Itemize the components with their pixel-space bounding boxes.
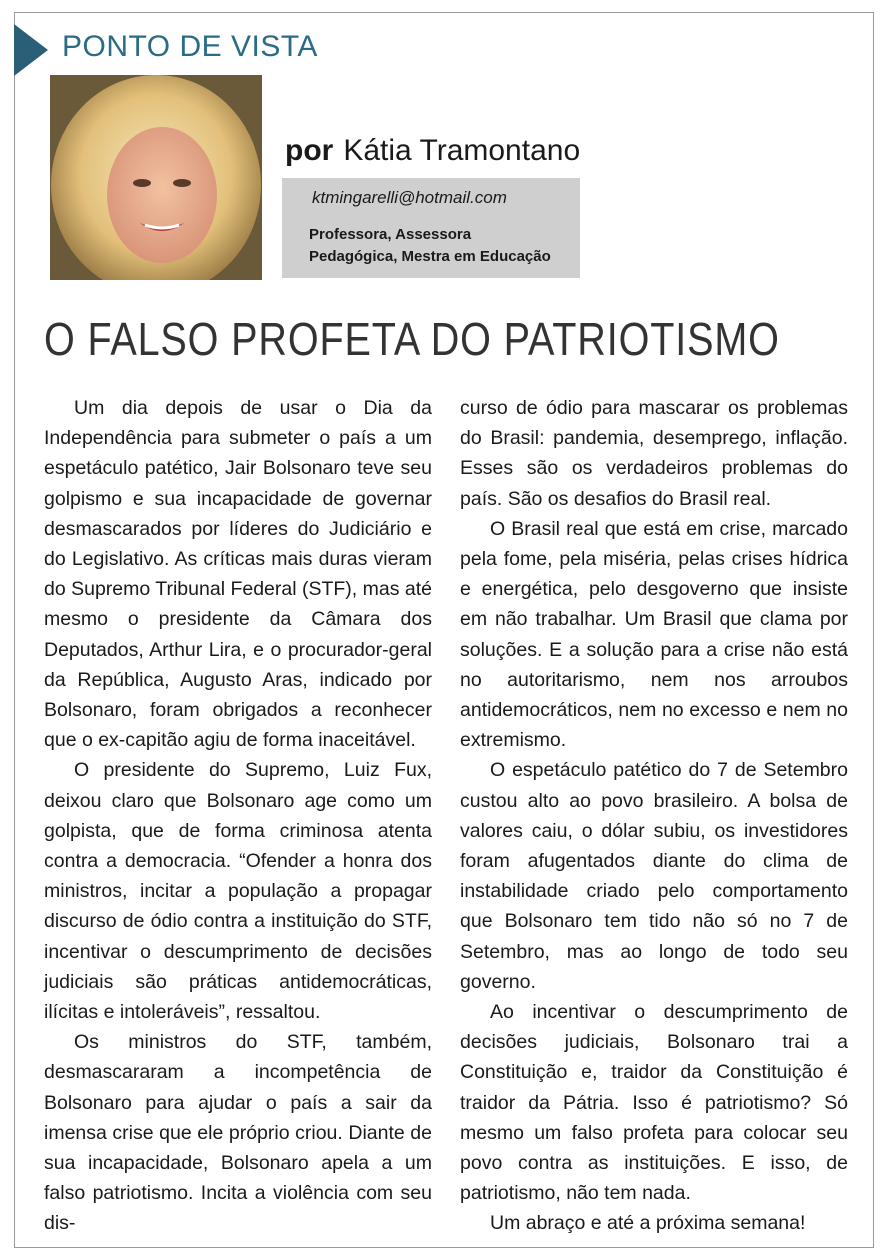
article-paragraph: O Brasil real que está em crise, marcado pela fome, pela miséria, pelas crises hídrica e energética, pelo desgoverno que insiste em não trabalhar. Um Brasil que clama por soluções. E a solução para a crise não está no autoritarismo, nem nos arroubos antidemocráticos, nem no excesso e nem no extremismo. bbox=[460, 517, 848, 752]
section-arrow-icon bbox=[14, 24, 48, 76]
article-paragraph: Os ministros do STF, também, desmascararam a incompetência de Bolsonaro para ajudar o país a sair da imensa crise que ele próprio criou. Diante de sua incapacidade, Bolsonaro apela a um falso patriotismo. Incita a violência com seu dis- bbox=[44, 1031, 432, 1235]
author-portrait-icon bbox=[50, 75, 262, 280]
author-info-box bbox=[282, 178, 580, 278]
article-column-right bbox=[460, 393, 848, 1239]
author-role-line: Professora, Assessora bbox=[309, 226, 472, 243]
section-label: PONTO DE VISTA bbox=[62, 30, 318, 63]
byline bbox=[285, 134, 580, 168]
article-paragraph: Um abraço e até a próxima semana! bbox=[490, 1212, 806, 1235]
article-paragraph: O espetáculo patético do 7 de Setembro custou alto ao povo brasileiro. A bolsa de valores caiu, o dólar subiu, os investidores foram afugentados diante do clima de instabilidade criado pelo comportamento que Bolsonaro tem tido não só no 7 de Setembro, mas ao longo de todo seu governo. bbox=[460, 759, 848, 993]
article-paragraph: Ao incentivar o descumprimento de decisões judiciais, Bolsonaro trai a Constituição e, traidor da Constituição é traidor da Pátria. Isso é patriotismo? Só mesmo um falso profeta para colocar seu povo contra as instituições. E isso, de patriotismo, não tem nada. bbox=[460, 1001, 848, 1205]
author-role bbox=[309, 224, 551, 268]
author-email[interactable]: ktmingarelli@hotmail.com bbox=[312, 188, 507, 207]
article-paragraph: Um dia depois de usar o Dia da Independência para submeter o país a um espetáculo patético, Jair Bolsonaro teve seu golpismo e sua incapacidade de governar desmascarados por líderes do Judiciário e do Legislativo. As críticas mais duras vieram do Supremo Tribunal Federal (STF), mas até mesmo o presidente da Câmara dos Deputados, Arthur Lira, e o procurador-geral da República, Augusto Aras, indicado por Bolsonaro, foram obrigados a reconhecer que o ex-capitão agiu de forma inaceitável. bbox=[44, 397, 432, 752]
article-column-left bbox=[44, 393, 432, 1239]
article-title: O FALSO PROFETA DO PATRIOTISMO bbox=[44, 313, 780, 365]
article-paragraph: O presidente do Supremo, Luiz Fux, deixou claro que Bolsonaro age como um golpista, que de forma criminosa atenta contra a democracia. “Ofender a honra dos ministros, incitar a população a propagar discurso de ódio contra a instituição do STF, incentivar o descumprimento de decisões judiciais são práticas antidemocráticas, ilícitas e intoleráveis”, ressaltou. bbox=[44, 759, 432, 1024]
author-name: Kátia Tramontano bbox=[343, 134, 581, 167]
byline-prefix: por bbox=[285, 134, 334, 167]
author-role-line: Pedagógica, Mestra em Educação bbox=[309, 248, 551, 265]
article-paragraph: curso de ódio para mascarar os problemas do Brasil: pandemia, desemprego, inflação. Esses são os verdadeiros problemas do país. São os desafios do Brasil real. bbox=[460, 397, 848, 510]
author-photo bbox=[50, 75, 262, 280]
